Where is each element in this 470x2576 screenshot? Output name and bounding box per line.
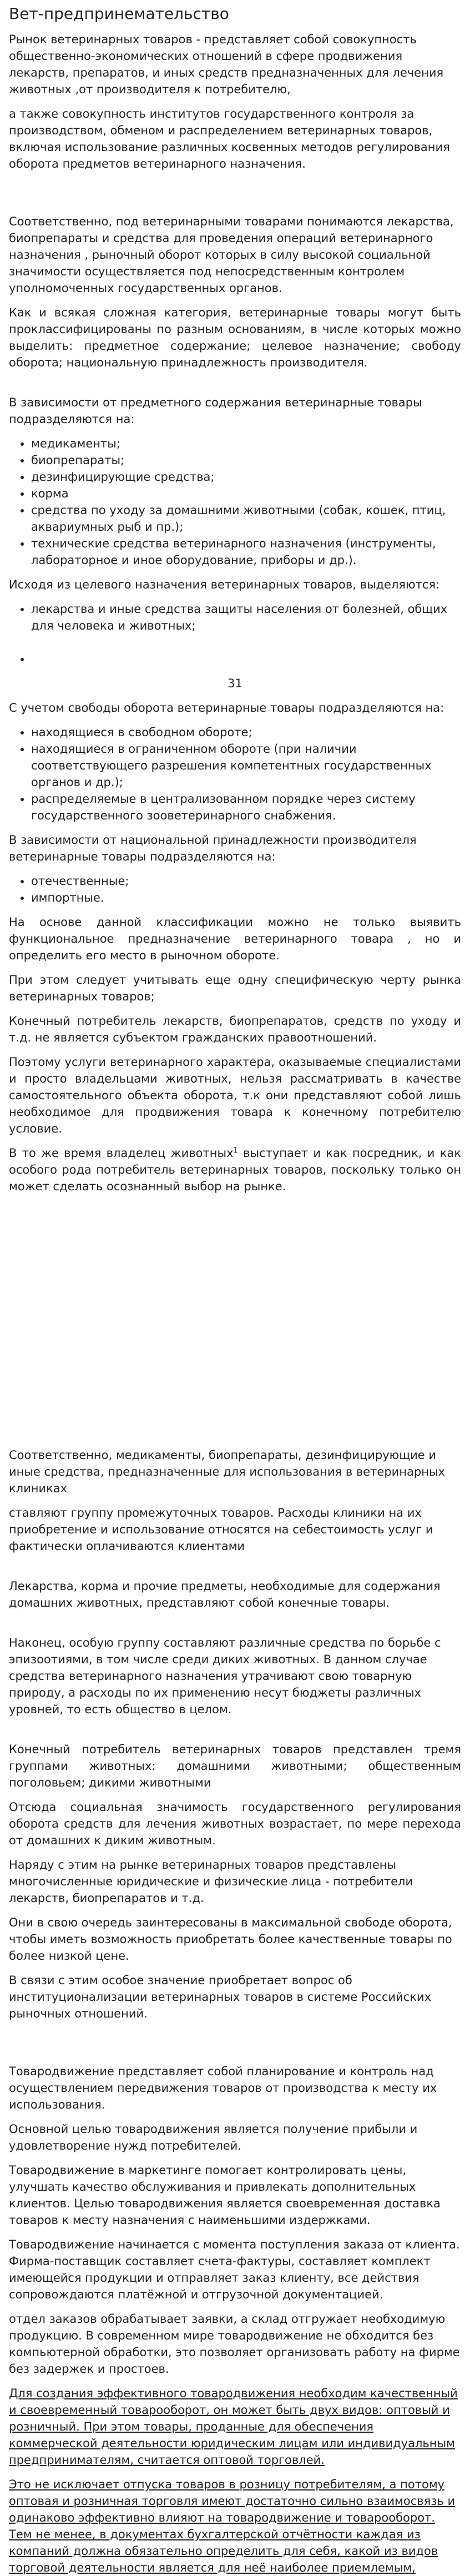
page-number: 31	[228, 677, 242, 690]
list-item: • находящиеся в свободном обороте;	[31, 724, 461, 741]
paragraph: Отсюда социальная значимость государственного регулирования оборота средств для лечения животных возрастает, по мере перехода от домашних к диким животным.	[9, 1800, 461, 1847]
paragraph-text: В то же время владелец животных	[9, 1146, 234, 1160]
list-item-empty	[31, 651, 461, 667]
paragraph: Товародвижение начинается с момента поступления заказа от клиента. Фирма-поставщик составляет счета-фактуры, составляет комплект имеющейся продукции и отправляет заказ клиенту, все действия сопровождаются платёжной и отгрузочной документацией.	[9, 2238, 460, 2301]
paragraph: Соответственно, под ветеринарными товарами понимаются лекарства, биопрепараты и средства для проведения операций ветеринарного назначения , рыночный оборот которых в силу высокой социальной значимости осуществляется под непосредственным контролем уполномоченных государственных органов.	[9, 215, 454, 295]
paragraph	[9, 1145, 461, 1195]
paragraph-underlined: Это не исключает отпуска товаров в розницу потребителям, а потому оптовая и розничная торговля имеют достаточно сильно взаимосвязь и одинаково эффективно влияют на товародвижение и товарооборот. Тем не менее, в документах бухгалтерской отчётности каждая из компаний должна обязательно определить для себя, какой из видов торговой деятельности является для неё наиболее приемлемым,	[9, 2478, 456, 2574]
list-item: • импортные.	[31, 889, 461, 906]
footnote-marker: 1	[233, 1146, 238, 1155]
list-item: • лекарства и иные средства защиты населения от болезней, общих для человека и животных;	[31, 601, 461, 634]
list-item: • находящиеся в ограниченном обороте (при наличии соответствующего разрешения компетентных государственных органов и др.);	[31, 741, 461, 791]
paragraph: С учетом свободы оборота ветеринарные товары подразделяются на:	[9, 701, 444, 715]
paragraph: В зависимости от предметного содержания ветеринарные товары подразделяются на:	[9, 396, 422, 426]
paragraph: На основе данной классификации можно не только выявить функциональное предназначение ветеринарного товара , но и определить его место в рыночном обороте.	[9, 915, 461, 962]
paragraph: Наконец, особую группу составляют различные средства по борьбе с эпизоотиями, в том числе среди диких животных. В данном случае средства ветеринарного назначения утрачивают свою товарную природу, а расходы по их применению несут бюджеты различных уровней, то есть общество в целом.	[9, 1636, 441, 1716]
paragraph: Исходя из целевого назначения ветеринарных товаров, выделяются:	[9, 578, 440, 591]
paragraph: Поэтому услуги ветеринарного характера, оказываемые специалистами и просто владельцами животных, нельзя рассматривать в качестве самостоятельного объекта оборота, т.к они представляют собой лишь необходимое для продвижения товара к конечному потребителю условие.	[9, 1055, 461, 1135]
page-title: Вет-предпринемательство	[9, 4, 229, 23]
list-item: • корма	[31, 485, 461, 502]
paragraph: отдел заказов обрабатывает заявки, а склад отгружает необходимую продукцию. В современном мире товародвижение не обходится без компьютерной обработки, это позволяет организовать работу на фирме без задержек и простоев.	[9, 2312, 460, 2376]
list-target-purpose	[9, 601, 461, 667]
paragraph: Рынок ветеринарных товаров - представляет собой совокупность общественно-экономических отношений в сфере продвижения лекарств, препаратов, и иных средств предназначенных для лечения животных ,от производителя к потребителю,	[9, 33, 444, 96]
list-circulation	[9, 724, 461, 824]
list-item: • распределяемые в централизованном порядке через систему государственного зооветеринарного снабжения.	[31, 791, 461, 824]
paragraph-underlined: Для создания эффективного товародвижения необходим качественный и своевременный товарооборот, он может быть двух видов: оптовый и розничный. При этом товары, проданные для обеспечения коммерческой деятельности юридическим лицам или индивидуальным предпринимателям, считается оптовой торговлей.	[9, 2387, 458, 2467]
list-origin	[9, 873, 461, 906]
paragraph: Соответственно, медикаменты, биопрепараты, дезинфицирующие и иные средства, предназначенные для использования в ветеринарных клиниках	[9, 1448, 445, 1495]
paragraph: При этом следует учитывать еще одну специфическую черту рынка ветеринарных товаров;	[9, 973, 461, 1003]
paragraph: Лекарства, корма и прочие предметы, необходимые для содержания домашних животных, представляют собой конечные товары.	[9, 1579, 441, 1609]
paragraph: а также совокупность институтов государственного контроля за производством, обменом и распределением ветеринарных товаров, включая использование различных косвенных методов регулирования оборота предметов ветеринарного назначения.	[9, 107, 450, 170]
paragraph: В связи с этим особое значение приобретает вопрос об институционализации ветеринарных товаров в системе Российских рыночных отношений.	[9, 1974, 432, 2020]
paragraph: Товародвижение в маркетинге помогает контролировать цены, улучшать качество обслуживания и привлекать дополнительных клиентов. Целью товародвижения является своевременная доставка товаров к месту назначения с наименьшими издержками.	[9, 2164, 441, 2227]
list-subject-content	[9, 435, 461, 568]
list-item: • биопрепараты;	[31, 452, 461, 469]
paragraph: Они в свою очередь заинтересованы в максимальной свободе оборота, чтобы иметь возможность приобретать более качественные товары по более низкой цене.	[9, 1916, 452, 1963]
paragraph: Наряду с этим на рынке ветеринарных товаров представлены многочисленные юридические и физические лица - потребители лекарств, биопрепаратов и т.д.	[9, 1858, 413, 1905]
list-item: • средства по уходу за домашними животными (собак, кошек, птиц, аквариумных рыб и пр.);	[31, 502, 461, 535]
paragraph-text: выступает и как посредник, и как особого рода потребитель ветеринарных товаров, поскольку только он может сделать осознанный выбор на рынке.	[9, 1146, 461, 1193]
list-item: • дезинфицирующие средства;	[31, 469, 461, 485]
paragraph: Основной целью товародвижения является получение прибыли и удовлетворение нужд потребителей.	[9, 2122, 418, 2152]
paragraph: Конечный потребитель лекарств, биопрепаратов, средств по уходу и т.д. не является субъектом гражданских правоотношений.	[9, 1014, 461, 1044]
paragraph: Конечный потребитель ветеринарных товаров представлен тремя группами животных: домашними животными; общественным поголовьем; дикими животными	[9, 1743, 461, 1789]
paragraph: В зависимости от национальной принадлежности производителя ветеринарные товары подразделяются на:	[9, 833, 417, 863]
list-item: • медикаменты;	[31, 435, 461, 452]
list-item: • отечественные;	[31, 873, 461, 889]
paragraph: Как и всякая сложная категория, ветеринарные товары могут быть проклассифицированы по разным основаниям, в числе которых можно выделить: предметное содержание; целевое назначение; свободу оборота; национальную принадлежность производителя.	[9, 306, 461, 369]
paragraph: Товародвижение представляет собой планирование и контроль над осуществлением передвижения товаров от производства к месту их использования.	[9, 2065, 437, 2111]
list-item: • технические средства ветеринарного назначения (инструменты, лабораторное и иное оборудование, приборы и др.).	[31, 535, 461, 568]
paragraph: ставляют группу промежуточных товаров. Расходы клиники на их приобретение и использование относятся на себестоимость услуг и фактически оплачиваются клиентами	[9, 1506, 433, 1553]
